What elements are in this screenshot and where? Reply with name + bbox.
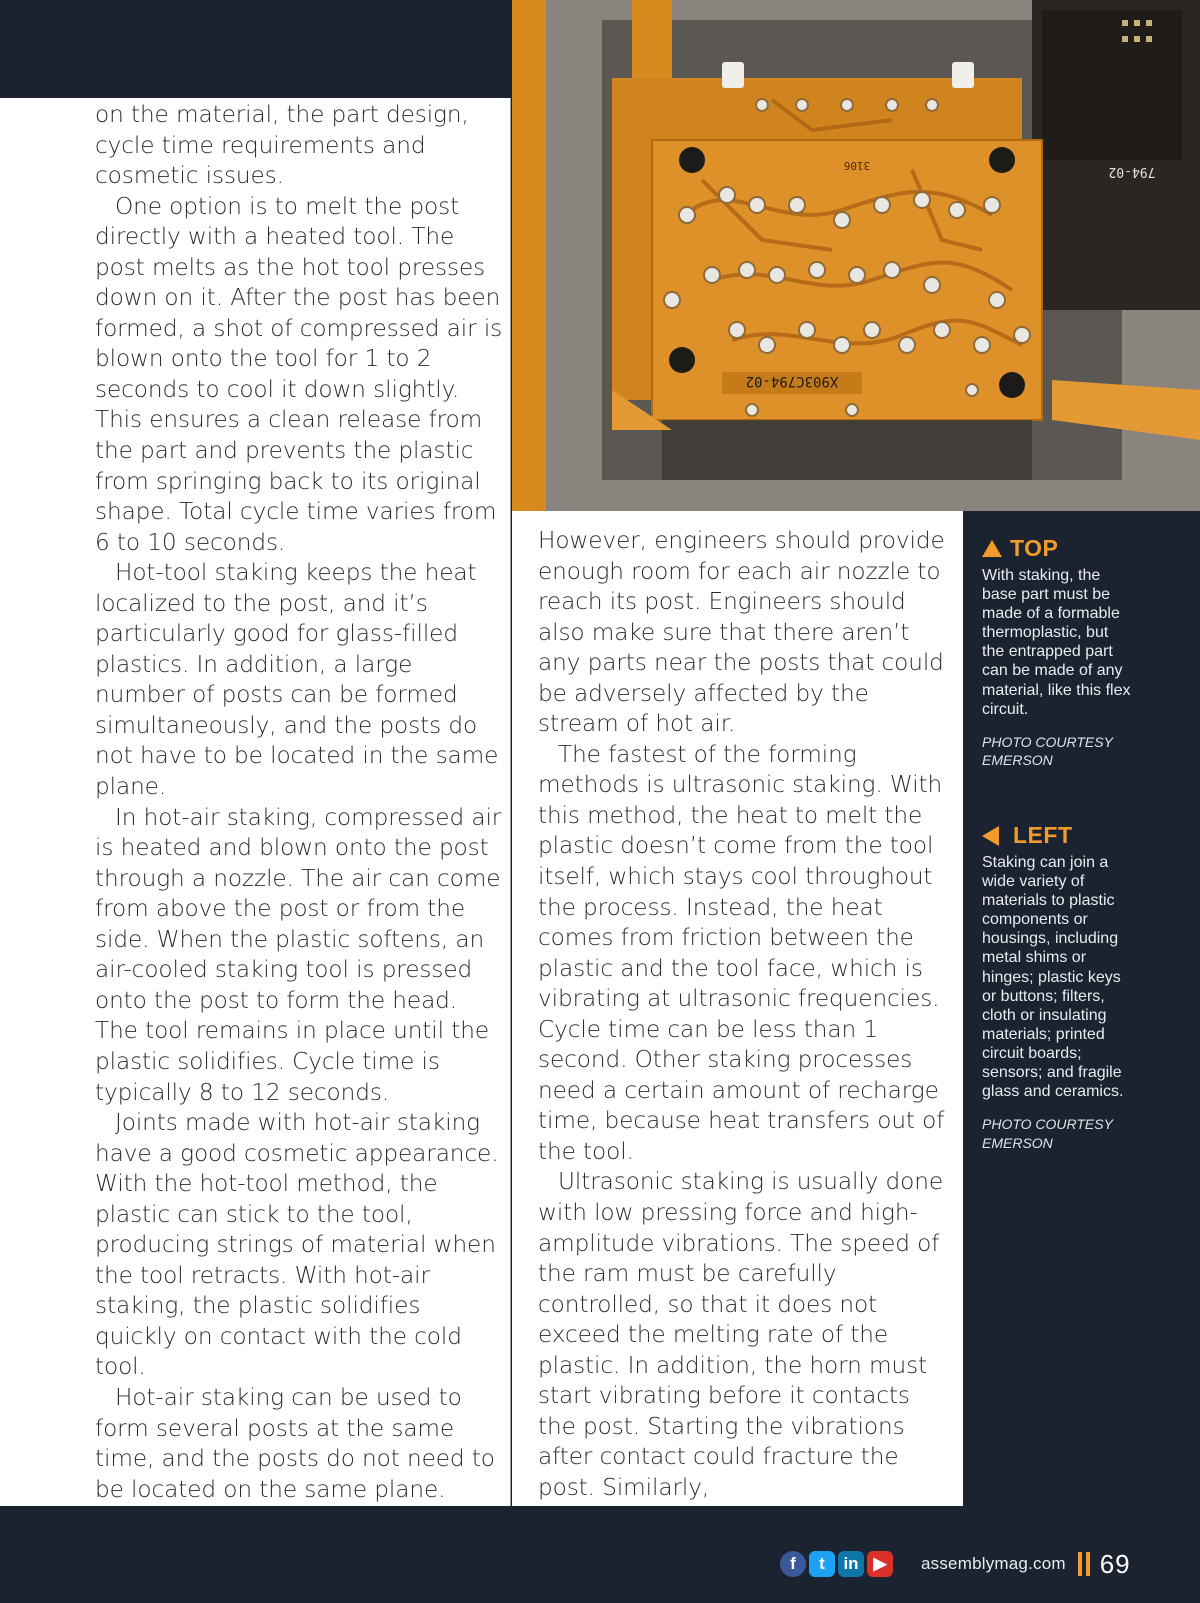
article-column-2 <box>538 526 948 1504</box>
facebook-icon[interactable]: f <box>780 1551 806 1577</box>
site-link[interactable]: assemblymag.com <box>921 1554 1066 1573</box>
arrow-left-icon <box>982 826 999 846</box>
paragraph: However, engineers should provide enough room for each air nozzle to reach its post. Engineers should also make sure that there aren’t any parts near the posts that could be adversely affected by the stream of hot air. <box>538 527 945 738</box>
caption-heading-text: TOP <box>1010 535 1059 561</box>
caption-left-heading <box>982 822 1132 849</box>
paragraph: The fastest of the forming methods is ultrasonic staking. With this method, the heat to melt the plastic doesn’t come from the tool itself, which stays cool throughout the process. Instead, the heat comes from friction between the plastic and the tool face, which is vibrating at ultrasonic frequencies. Cycle time can be less than 1 second. Other staking processes need a certain amount of recharge time, because heat transfers out of the tool. <box>538 740 945 1165</box>
caption-top <box>982 535 1132 770</box>
paragraph: Hot-air staking can be used to form several posts at the same time, and the posts do not need to be located on the same plane. <box>95 1383 495 1503</box>
photo-credit: PHOTO COURTESY EMERSON <box>982 1116 1113 1151</box>
photo-credit: PHOTO COURTESY EMERSON <box>982 733 1113 769</box>
caption-body: With staking, the base part must be made of a formable thermoplastic, but the entrapped part can be made of any material, like this flex circuit. <box>982 567 1131 718</box>
social-links <box>780 1551 893 1577</box>
page-footer <box>780 1546 1180 1582</box>
linkedin-icon[interactable]: in <box>838 1551 864 1577</box>
caption-top-heading <box>982 535 1132 562</box>
flex-circuit-photo <box>512 0 1200 511</box>
caption-left <box>982 822 1132 1152</box>
caption-body: Staking can join a wide variety of materials to plastic components or housings, including metal shims or hinges; plastic keys or buttons; filters, cloth or insulating materials; printed circuit boards; sensors; and fragile glass and ceramics. <box>982 854 1124 1101</box>
paragraph: One option is to melt the post directly with a heated tool. The post melts as the hot tool presses down on it. After the post has been formed, a shot of compressed air is blown onto the tool for 1 to 2 seconds to cool it down slightly. This ensures a clean release from the part and prevents the plastic from springing back to its original shape. Total cycle time varies from 6 to 10 seconds. <box>95 192 503 556</box>
board-label: X903C794-02 <box>745 373 839 389</box>
article-column-1 <box>95 100 505 1505</box>
paragraph: Joints made with hot-air staking have a good cosmetic appearance. With the hot-tool method, the plastic can stick to the tool, producing strings of material when the tool retracts. With hot-air staking, the plastic solidifies quickly on contact with the cold tool. <box>95 1109 499 1381</box>
twitter-icon[interactable]: t <box>809 1551 835 1577</box>
caption-heading-text: LEFT <box>1013 822 1073 848</box>
side-label: 794-02 <box>1108 164 1156 179</box>
paragraph: on the material, the part design, cycle time requirements and cosmetic issues. <box>95 101 469 190</box>
paragraph: Hot-tool staking keeps the heat localized to the post, and it’s particularly good for glass-filled plastics. In addition, a large number of posts can be formed simultaneously, and the posts do not have to be located in the same plane. <box>95 559 499 801</box>
paragraph: In hot-air staking, compressed air is heated and blown onto the post through a nozzle. The air can come from above the post or from the side. When the plastic softens, an air-cooled staking tool is pressed onto the post to form the head. The tool remains in place until the plastic solidifies. Cycle time is typically 8 to 12 seconds. <box>95 803 502 1106</box>
chip-label: 3106 <box>843 159 871 172</box>
youtube-icon[interactable]: ▶ <box>867 1551 893 1577</box>
arrow-up-icon <box>982 540 1002 557</box>
paragraph: Ultrasonic staking is usually done with low pressing force and high-amplitude vibrations. The speed of the ram must be carefully controlled, so that it does not exceed the melting rate of the plastic. In addition, the horn must start vibrating before it contacts the post. Starting the vibrations after contact could fracture the post. Similarly, <box>538 1168 944 1501</box>
divider-bars <box>1078 1552 1090 1576</box>
page-number: 69 <box>1099 1548 1131 1579</box>
